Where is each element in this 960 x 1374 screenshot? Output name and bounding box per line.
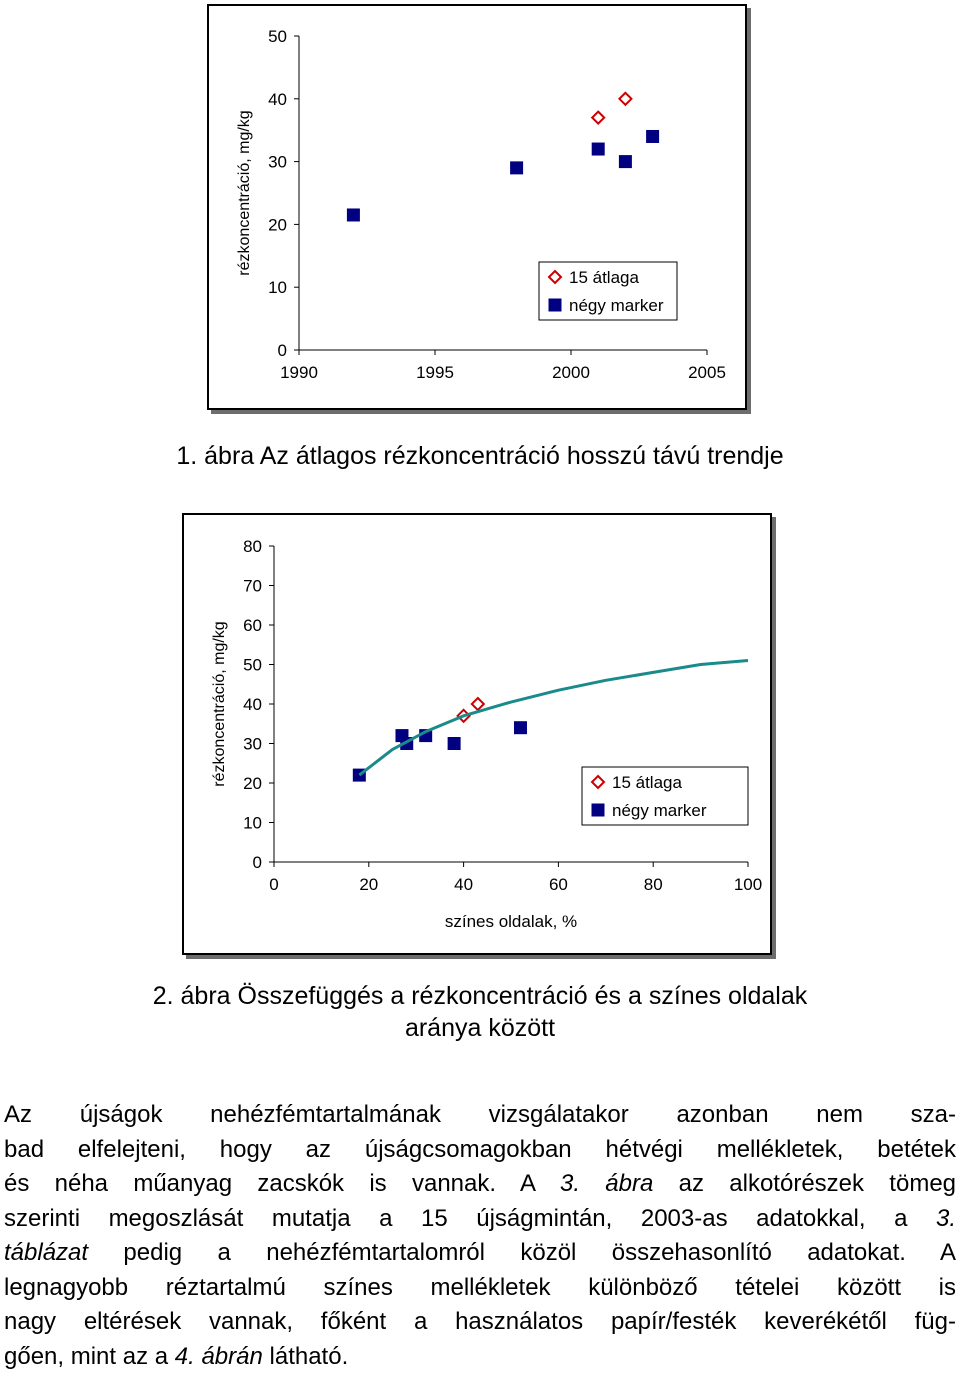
data-point <box>619 155 632 168</box>
y-tick-label: 0 <box>278 341 287 360</box>
body-paragraph <box>4 1098 956 1374</box>
x-tick-label: 2000 <box>552 363 590 382</box>
data-point <box>619 93 631 105</box>
chart-2 <box>182 513 772 955</box>
figure-reference: 3. ábra <box>560 1170 653 1197</box>
y-axis-label: rézkoncentráció, mg/kg <box>236 110 253 275</box>
x-tick-label: 2005 <box>688 363 726 382</box>
x-tick-label: 0 <box>269 875 278 894</box>
data-point <box>592 112 604 124</box>
paragraph-text: látható. <box>263 1343 348 1370</box>
figure-reference: 4. ábrán <box>175 1343 263 1370</box>
x-tick-label: 80 <box>644 875 663 894</box>
y-tick-label: 80 <box>243 537 262 556</box>
paragraph-line <box>4 1340 956 1374</box>
chart-1-svg <box>209 6 749 412</box>
legend-marker <box>549 299 562 312</box>
paragraph-line <box>4 1271 956 1306</box>
data-point <box>347 208 360 221</box>
y-tick-label: 70 <box>243 577 262 596</box>
x-axis-label: színes oldalak, % <box>445 912 577 931</box>
y-tick-label: 40 <box>268 90 287 109</box>
paragraph-text: pedig a nehézfémtartalomról közöl összehasonlító adatokat. A <box>88 1239 956 1266</box>
figure-1-caption-text: 1. ábra Az átlagos rézkoncentráció hosszú távú trendje <box>0 440 960 472</box>
paragraph-text: gően, mint az a <box>4 1343 175 1370</box>
legend-label: 15 átlaga <box>612 773 682 792</box>
paragraph-text: szerinti megoszlását mutatja a 15 újságmintán, 2003-as adatokkal, a <box>4 1205 936 1232</box>
data-point <box>646 130 659 143</box>
data-point <box>472 698 484 710</box>
legend-label: négy marker <box>612 801 707 820</box>
legend-marker <box>592 804 605 817</box>
y-tick-label: 30 <box>243 735 262 754</box>
y-tick-label: 10 <box>243 814 262 833</box>
paragraph-text: bad elfelejteni, hogy az újságcsomagokban hétvégi mellékletek, betétek <box>4 1136 956 1163</box>
paragraph-line <box>4 1202 956 1237</box>
y-tick-label: 30 <box>268 153 287 172</box>
y-tick-label: 40 <box>243 695 262 714</box>
data-point <box>514 721 527 734</box>
paragraph-text: Az újságok nehézfémtartalmának vizsgálatakor azonban nem sza- <box>4 1101 956 1128</box>
paragraph-text: legnagyobb réztartalmú színes mellékletek különböző tételei között is <box>4 1274 956 1301</box>
x-tick-label: 60 <box>549 875 568 894</box>
data-point <box>510 161 523 174</box>
figure-2-caption-line-1: 2. ábra Összefüggés a rézkoncentráció és a színes oldalak <box>0 980 960 1012</box>
paragraph-line <box>4 1167 956 1202</box>
paragraph-line <box>4 1305 956 1340</box>
table-reference: táblázat <box>4 1239 88 1266</box>
chart-2-svg <box>184 515 774 957</box>
paragraph-line <box>4 1236 956 1271</box>
y-tick-label: 50 <box>243 656 262 675</box>
paragraph-line <box>4 1098 956 1133</box>
chart-1 <box>207 4 747 410</box>
x-tick-label: 100 <box>734 875 762 894</box>
y-tick-label: 50 <box>268 27 287 46</box>
table-reference: 3. <box>936 1205 956 1232</box>
x-tick-label: 20 <box>359 875 378 894</box>
figure-2-caption <box>0 980 960 1044</box>
figure-2-caption-line-2: aránya között <box>0 1012 960 1044</box>
legend-label: négy marker <box>569 296 664 315</box>
y-tick-label: 60 <box>243 616 262 635</box>
data-point <box>448 737 461 750</box>
x-tick-label: 1995 <box>416 363 454 382</box>
paragraph-text: és néha műanyag zacskók is vannak. A <box>4 1170 560 1197</box>
y-tick-label: 10 <box>268 278 287 297</box>
data-point <box>592 143 605 156</box>
y-tick-label: 20 <box>268 215 287 234</box>
y-tick-label: 20 <box>243 774 262 793</box>
x-tick-label: 40 <box>454 875 473 894</box>
trendline <box>359 661 748 776</box>
y-tick-label: 0 <box>253 853 262 872</box>
legend-label: 15 átlaga <box>569 268 639 287</box>
y-axis-label: rézkoncentráció, mg/kg <box>211 621 228 786</box>
paragraph-text: nagy eltérések vannak, főként a használatos papír/festék keverékétől füg- <box>4 1308 956 1335</box>
paragraph-text: az alkotórészek tömeg <box>653 1170 956 1197</box>
x-tick-label: 1990 <box>280 363 318 382</box>
figure-1-caption <box>0 440 960 472</box>
paragraph-line <box>4 1133 956 1168</box>
